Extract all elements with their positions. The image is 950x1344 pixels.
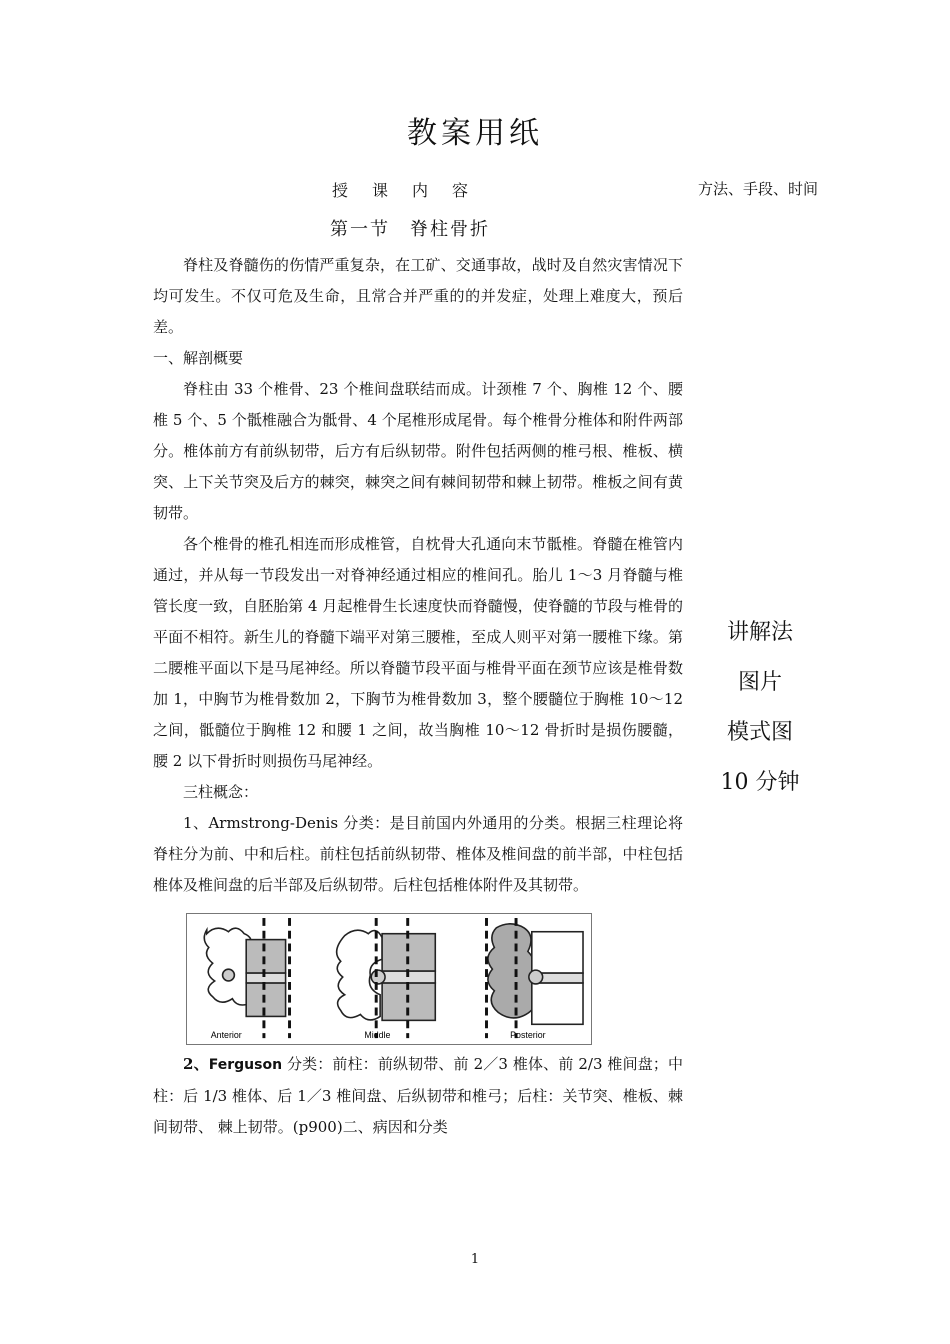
- paragraph-denis: 1、Armstrong-Denis 分类：是目前国内外通用的分类。根据三柱理论将脊柱分为前、中和后柱。前柱包括前纵韧带、椎体及椎间盘的前半部，中柱包括椎体及椎间盘的后半部及后纵韧带。后柱包括椎体附件及其韧带。: [153, 814, 683, 894]
- three-column-figure: [186, 913, 592, 1045]
- ferguson-text: 分类：前柱：前纵韧带、前 2／3 椎体、前 2/3 椎间盘；中柱：后 1/3 椎体、后 1／3 椎间盘、后纵韧带和椎弓；后柱：关节突、椎板、棘间韧带、 棘上韧带。(p900)二、病因和分类: [153, 1055, 684, 1136]
- ferguson-number: 2、: [183, 1055, 209, 1073]
- ferguson-name: Ferguson: [208, 1057, 283, 1073]
- figure-label-posterior: Posterior: [510, 1030, 546, 1041]
- vertebra-middle-diagram: [337, 930, 436, 1020]
- figure-label-middle: Middle: [364, 1030, 391, 1041]
- method-notes: [700, 608, 820, 808]
- heading-anatomy: 一、解剖概要: [153, 349, 244, 367]
- method-note-time: 10 分钟: [720, 770, 800, 795]
- column-header-methods: 方法、手段、时间: [698, 180, 819, 198]
- section-title: 第一节 脊柱骨折: [330, 219, 490, 240]
- method-note-lecture: 讲解法: [726, 620, 793, 645]
- vertebra-posterior-diagram: [488, 924, 583, 1024]
- method-note-pictures: 图片: [737, 670, 782, 695]
- lesson-content: [153, 250, 683, 1143]
- paragraph-canal: 各个椎骨的椎孔相连而形成椎管，自枕骨大孔通向末节骶椎。脊髓在椎管内通过，并从每一节段发出一对脊神经通过相应的椎间孔。胎儿 1～3 月脊髓与椎管长度一致，自胚胎第 4 月起椎骨生长速度快而脊髓慢，使脊髓的节段与椎骨的平面不相符。新生儿的脊髓下端平对第三腰椎，至成人则平对第一腰椎下缘。第二腰椎平面以下是马尾神经。所以脊髓节段平面与椎骨平面在颈节应该是椎骨数加 1，中胸节为椎骨数加 2，下胸节为椎骨数加 3，整个腰髓位于胸椎 10～12 之间，骶髓位于胸椎 12 和腰 1 之间，故当胸椎 10～12 骨折时是损伤腰髓，腰 2 以下骨折时则损伤马尾神经。: [153, 535, 683, 770]
- page-number: 1: [470, 1252, 480, 1267]
- paragraph-intro: 脊柱及脊髓伤的伤情严重复杂，在工矿、交通事故，战时及自然灾害情况下均可发生。不仅可危及生命，且常合并严重的的并发症，处理上难度大，预后差。: [153, 256, 683, 336]
- page-title: 教案用纸: [407, 116, 543, 151]
- column-header-content: 授课内容: [332, 181, 493, 200]
- vertebra-anterior-diagram: [204, 928, 285, 1016]
- paragraph-ferguson: [153, 1049, 683, 1143]
- method-note-diagram: 模式图: [726, 720, 793, 745]
- paragraph-spine: 脊柱由 33 个椎骨、23 个椎间盘联结而成。计颈椎 7 个、胸椎 12 个、腰椎 5 个、5 个骶椎融合为骶骨、4 个尾椎形成尾骨。每个椎骨分椎体和附件两部分。椎体前方有前纵韧带，后方有后纵韧带。附件包括两侧的椎弓根、椎板、横突、上下关节突及后方的棘突，棘突之间有棘间韧带和棘上韧带。椎板之间有黄韧带。: [153, 380, 683, 522]
- figure-label-anterior: Anterior: [210, 1030, 242, 1041]
- paragraph-three-column: 三柱概念：: [183, 783, 259, 801]
